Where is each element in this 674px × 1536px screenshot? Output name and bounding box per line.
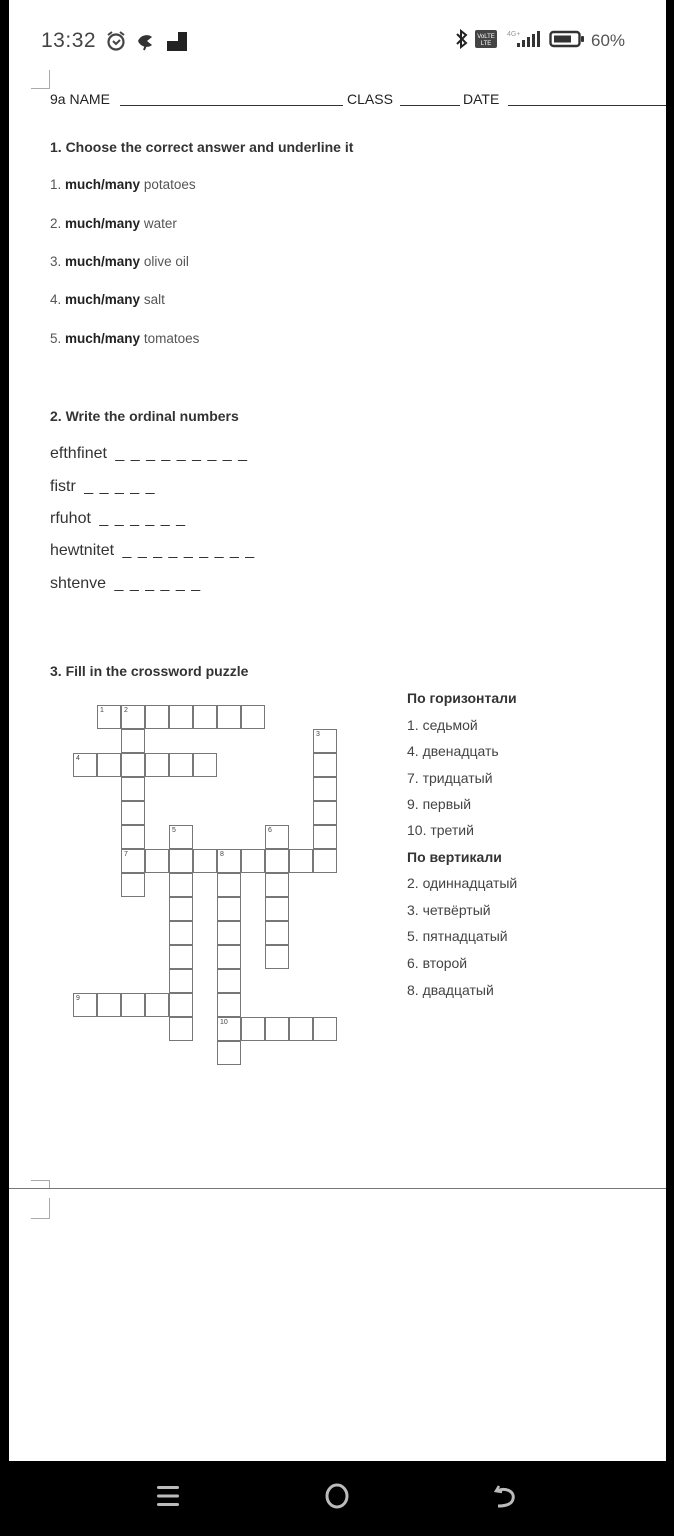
crossword-cell[interactable] — [265, 849, 289, 873]
crossword-cell[interactable] — [193, 849, 217, 873]
page-corner-mark — [31, 70, 50, 89]
crossword-cell[interactable] — [241, 705, 265, 729]
item-options: much/many — [65, 254, 141, 269]
item-options: much/many — [65, 177, 141, 192]
status-icons — [455, 30, 625, 52]
document-page — [9, 0, 666, 1461]
crossword-cell[interactable] — [289, 1017, 313, 1041]
4g-signal-icon — [503, 29, 543, 54]
item-number: 3. — [50, 254, 62, 269]
date-field[interactable] — [508, 105, 666, 106]
down-clue: 6. второй — [407, 955, 468, 971]
ordinal-item — [50, 575, 201, 593]
crossword-cell[interactable] — [313, 753, 337, 777]
ordinal-item — [50, 542, 255, 560]
menu-button[interactable] — [151, 1483, 185, 1513]
answer-blank[interactable]: _ _ _ _ _ _ — [99, 510, 186, 527]
clue-number: 9 — [76, 995, 80, 1002]
scrambled-word: hewtnitet — [50, 542, 115, 559]
crossword-cell[interactable] — [289, 849, 313, 873]
bluetooth-icon — [455, 29, 469, 54]
crossword-cell[interactable] — [217, 921, 241, 945]
section1-title: 1. Choose the correct answer and underline it — [50, 139, 354, 155]
item-number: 1. — [50, 177, 62, 192]
svg-text:VoLTE: VoLTE — [477, 33, 495, 40]
scrambled-word: efthfinet — [50, 445, 107, 462]
class-label: CLASS — [347, 91, 393, 107]
crossword-cell[interactable] — [121, 993, 145, 1017]
crossword-cell[interactable] — [313, 729, 337, 753]
crossword-cell[interactable] — [193, 705, 217, 729]
section1-item — [50, 331, 199, 346]
crossword-cell[interactable] — [97, 705, 121, 729]
crossword-cell[interactable] — [313, 849, 337, 873]
crossword-cell[interactable] — [217, 873, 241, 897]
crossword-cell[interactable] — [169, 873, 193, 897]
crossword-cell[interactable] — [121, 825, 145, 849]
answer-blank[interactable]: _ _ _ _ _ _ — [114, 575, 202, 592]
crossword-cell[interactable] — [313, 1017, 337, 1041]
crossword-cell[interactable] — [265, 1017, 289, 1041]
crossword-cell[interactable] — [169, 993, 193, 1017]
item-options: much/many — [65, 292, 141, 307]
alarm-icon — [105, 30, 127, 57]
section1-item — [50, 292, 165, 307]
crossword-cell[interactable] — [217, 897, 241, 921]
clue-number: 1 — [100, 707, 104, 714]
down-clue: 3. четвёртый — [407, 902, 491, 918]
ordinal-item — [50, 445, 248, 463]
ordinal-item — [50, 510, 186, 528]
section1-item — [50, 177, 196, 192]
item-noun: water — [143, 216, 177, 231]
crossword-cell[interactable] — [169, 921, 193, 945]
crossword-cell[interactable] — [97, 993, 121, 1017]
back-button[interactable] — [488, 1483, 522, 1513]
home-icon — [323, 1482, 351, 1515]
crossword-cell[interactable] — [241, 849, 265, 873]
across-clues-title: По горизонтали — [407, 690, 517, 706]
section1-item — [50, 254, 189, 269]
item-options: much/many — [65, 216, 141, 231]
down-clues-title: По вертикали — [407, 849, 502, 865]
crossword-cell[interactable] — [121, 801, 145, 825]
crossword-cell[interactable] — [121, 873, 145, 897]
crossword-cell[interactable] — [241, 1017, 265, 1041]
crossword-cell[interactable] — [121, 705, 145, 729]
crossword-cell[interactable] — [145, 753, 169, 777]
item-noun: olive oil — [143, 254, 189, 269]
page-separator — [9, 1188, 666, 1189]
crossword-cell[interactable] — [169, 1017, 193, 1041]
item-number: 4. — [50, 292, 62, 307]
item-number: 2. — [50, 216, 62, 231]
crossword-cell[interactable] — [265, 945, 289, 969]
status-time: 13:32 — [41, 29, 97, 52]
home-button[interactable] — [320, 1483, 354, 1513]
crossword-cell[interactable] — [169, 897, 193, 921]
menu-icon — [155, 1483, 181, 1514]
crossword-cell[interactable] — [73, 993, 97, 1017]
answer-blank[interactable]: _ _ _ _ _ _ _ _ _ — [115, 445, 249, 462]
crossword-cell[interactable] — [169, 705, 193, 729]
svg-text:4G+: 4G+ — [507, 30, 521, 38]
crossword-cell[interactable] — [169, 825, 193, 849]
name-field[interactable] — [120, 105, 343, 106]
clue-number: 5 — [172, 827, 176, 834]
scrambled-word: shtenve — [50, 575, 107, 592]
crossword-cell[interactable] — [217, 945, 241, 969]
down-clue: 5. пятнадцатый — [407, 928, 508, 944]
back-icon — [491, 1482, 519, 1515]
item-number: 5. — [50, 331, 62, 346]
ordinal-item — [50, 478, 156, 496]
crossword-cell[interactable] — [217, 969, 241, 993]
battery-percent: 60% — [591, 31, 626, 50]
section3-title: 3. Fill in the crossword puzzle — [50, 663, 249, 679]
crossword-cell[interactable] — [313, 825, 337, 849]
name-label: 9a NAME — [50, 91, 110, 107]
date-label: DATE — [463, 91, 500, 107]
navigation-bar — [0, 1461, 674, 1536]
item-noun: potatoes — [143, 177, 196, 192]
page-corner-mark — [31, 1198, 50, 1219]
clue-number: 2 — [124, 707, 128, 714]
answer-blank[interactable]: _ _ _ _ _ — [84, 478, 156, 495]
item-noun: salt — [143, 292, 165, 307]
crossword-cell[interactable] — [265, 873, 289, 897]
crossword-cell[interactable] — [265, 825, 289, 849]
crossword-cell[interactable] — [217, 705, 241, 729]
scrambled-word: rfuhot — [50, 510, 91, 527]
clue-number: 8 — [220, 851, 224, 858]
crossword-cell[interactable] — [217, 849, 241, 873]
item-options: much/many — [65, 331, 141, 346]
down-clue: 2. одиннадцатый — [407, 875, 518, 891]
section1-item — [50, 216, 177, 231]
notification-icon — [135, 31, 157, 56]
crossword-cell[interactable] — [73, 753, 97, 777]
crossword-cell[interactable] — [145, 705, 169, 729]
crossword-cell[interactable] — [217, 993, 241, 1017]
class-field[interactable] — [400, 105, 460, 106]
clue-number: 3 — [316, 731, 320, 738]
crossword-cell[interactable] — [169, 969, 193, 993]
clue-number: 4 — [76, 755, 80, 762]
crossword-cell[interactable] — [193, 753, 217, 777]
crossword-cell[interactable] — [313, 777, 337, 801]
svg-text:LTE: LTE — [480, 40, 492, 47]
crossword-cell[interactable] — [145, 993, 169, 1017]
clue-number: 6 — [268, 827, 272, 834]
crossword-cell[interactable] — [265, 897, 289, 921]
crossword-cell[interactable] — [121, 849, 145, 873]
section2-title: 2. Write the ordinal numbers — [50, 408, 239, 424]
crossword-cell[interactable] — [217, 1017, 241, 1041]
volte-icon — [475, 30, 497, 53]
across-clue: 4. двенадцать — [407, 743, 499, 759]
item-noun: tomatoes — [143, 331, 200, 346]
clue-number: 7 — [124, 851, 128, 858]
crossword-cell[interactable] — [265, 921, 289, 945]
clue-number: 10 — [220, 1019, 228, 1026]
crossword-cell[interactable] — [169, 849, 193, 873]
crossword-cell[interactable] — [145, 849, 169, 873]
crossword-cell[interactable] — [169, 753, 193, 777]
answer-blank[interactable]: _ _ _ _ _ _ _ _ _ — [122, 542, 256, 559]
across-clue: 10. третий — [407, 822, 474, 838]
crossword-cell[interactable] — [169, 945, 193, 969]
crossword-cell[interactable] — [97, 753, 121, 777]
crossword-cell[interactable] — [313, 801, 337, 825]
battery-icon — [549, 29, 585, 54]
crossword-cell[interactable] — [121, 729, 145, 753]
across-clue: 7. тридцатый — [407, 770, 493, 786]
crossword-cell[interactable] — [121, 777, 145, 801]
crossword-cell[interactable] — [121, 753, 145, 777]
across-clue: 1. седьмой — [407, 717, 478, 733]
app-icon — [166, 30, 188, 57]
down-clue: 8. двадцатый — [407, 982, 494, 998]
scrambled-word: fistr — [50, 478, 76, 495]
crossword-cell[interactable] — [217, 1041, 241, 1065]
across-clue: 9. первый — [407, 796, 472, 812]
